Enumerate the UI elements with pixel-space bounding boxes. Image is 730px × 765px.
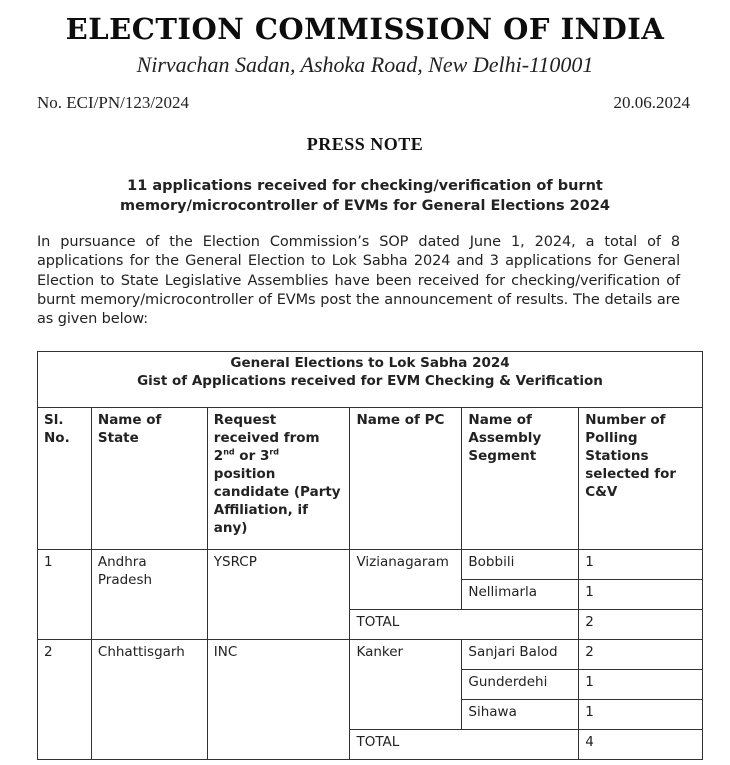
cell-total-value: 4 [579, 730, 703, 760]
caption-line-2: Gist of Applications received for EVM Checking & Verification [137, 373, 603, 389]
cell-count: 1 [579, 550, 703, 580]
caption-line-1: General Elections to Lok Sabha 2024 [230, 355, 510, 371]
header-pc: Name of PC [350, 408, 462, 550]
cell-total-label: TOTAL [350, 610, 579, 640]
subject-line-1: 11 applications received for checking/verification of burnt [127, 178, 603, 194]
table-row [38, 640, 703, 670]
cell-state: Andhra Pradesh [91, 550, 207, 640]
header-sl-no [38, 408, 92, 550]
gist-table-container [37, 351, 703, 760]
header-state: Name of State [91, 408, 207, 550]
table-header-row [38, 408, 703, 550]
cell-state: Chhattisgarh [91, 640, 207, 760]
table-caption-row [38, 352, 703, 408]
header-sl-line-2: No. [44, 430, 70, 446]
org-address: Nirvachan Sadan, Ashoka Road, New Delhi-110001 [136, 52, 594, 77]
cell-count: 1 [579, 670, 703, 700]
header-request-2-sup: nd [223, 447, 235, 457]
header-request-part-b: position candidate (Party Affiliation, if any) [213, 466, 341, 536]
cell-count: 2 [579, 640, 703, 670]
cell-party: YSRCP [207, 550, 350, 640]
body-paragraph: In pursuance of the Election Commission’s SOP dated June 1, 2024, a total of 8 applications for the General Election to Lok Sabha 2024 and 3 applications for General Election to State Legislative Assemblies have been received for checking/verification of burnt memory/microcontroller of EVMs post the announcement of results. The details are as given below: [37, 234, 680, 328]
table-caption [38, 352, 703, 408]
cell-pc: Kanker [350, 640, 462, 730]
subject [0, 176, 730, 216]
cell-sl: 2 [38, 640, 92, 760]
header-polling: Number of Polling Stations selected for C&V [579, 408, 703, 550]
header-request [207, 408, 350, 550]
cell-total-label: TOTAL [350, 730, 579, 760]
header-request-3: 3 [259, 448, 270, 464]
reference-date: 20.06.2024 [613, 93, 690, 112]
subject-line-2: memory/microcontroller of EVMs for General Elections 2024 [120, 198, 610, 214]
header-sl-line-1: Sl. [44, 412, 64, 428]
reference-number: No. ECI/PN/123/2024 [37, 93, 190, 112]
press-note-heading: PRESS NOTE [306, 134, 424, 154]
cell-total-value: 2 [579, 610, 703, 640]
header-assembly: Name of Assembly Segment [462, 408, 579, 550]
cell-sl: 1 [38, 550, 92, 640]
cell-count: 1 [579, 580, 703, 610]
cell-count: 1 [579, 700, 703, 730]
cell-assembly: Sihawa [462, 700, 579, 730]
table-row [38, 550, 703, 580]
cell-assembly: Sanjari Balod [462, 640, 579, 670]
header-request-2: 2 [213, 448, 224, 464]
org-title: ELECTION COMMISSION OF INDIA [65, 12, 665, 46]
header-request-3-sup: rd [269, 447, 280, 457]
header-request-part-a: Request received from [213, 412, 320, 446]
cell-party: INC [207, 640, 350, 760]
header-request-or: or [234, 448, 260, 464]
cell-pc: Vizianagaram [350, 550, 462, 610]
cell-assembly: Nellimarla [462, 580, 579, 610]
cell-assembly: Bobbili [462, 550, 579, 580]
cell-assembly: Gunderdehi [462, 670, 579, 700]
gist-table [37, 351, 703, 760]
